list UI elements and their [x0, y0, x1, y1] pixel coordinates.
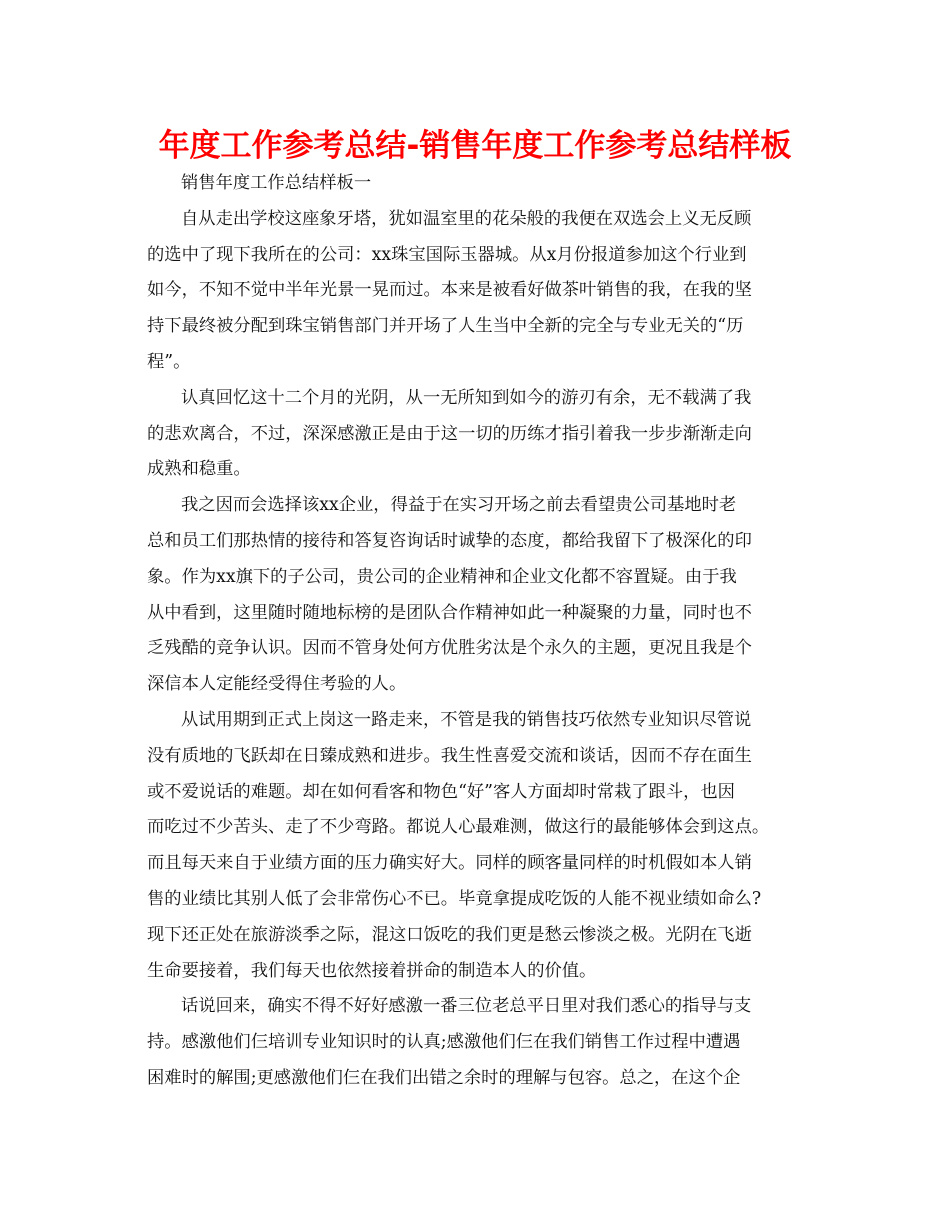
text-line: 深信本人定能经受得住考验的人。 [147, 674, 407, 695]
text-line: 困难时的解围;更感激他们仨在我们出错之余时的理解与包容。总之，在这个企 [147, 1067, 741, 1088]
text-line: 话说回来，确实不得不好好感激一番三位老总平日里对我们悉心的指导与支 [181, 996, 752, 1017]
text-line: 的悲欢离合，不过，深深感激正是由于这一切的历练才指引着我一步步渐渐走向 [147, 423, 752, 444]
text-line: 从中看到，这里随时随地标榜的是团队合作精神如此一种凝聚的力量，同时也不 [147, 602, 752, 623]
text-line: 象。作为xx旗下的子公司，贵公司的企业精神和企业文化都不容置疑。由于我 [147, 566, 737, 587]
text-line: 没有质地的飞跃却在日臻成熟和进步。我生性喜爱交流和谈话，因而不存在面生 [147, 745, 752, 766]
text-line: 认真回忆这十二个月的光阴，从一无所知到如今的游刃有余，无不载满了我 [181, 387, 752, 408]
text-line: 的选中了现下我所在的公司：xx珠宝国际玉器城。从x月份报道参加这个行业到 [147, 244, 747, 265]
text-line: 程”。 [147, 351, 191, 372]
text-line: 持。感激他们仨培训专业知识时的认真;感激他们仨在我们销售工作过程中遭遇 [147, 1032, 741, 1053]
text-line: 自从走出学校这座象牙塔，犹如温室里的花朵般的我便在双选会上义无反顾 [181, 208, 752, 229]
text-line: 成熟和稳重。 [147, 459, 251, 480]
text-line: 乏残酷的竞争认识。因而不管身处何方优胜劣汰是个永久的主题，更况且我是个 [147, 638, 752, 659]
text-line: 售的业绩比其别人低了会非常伤心不已。毕竟拿提成吃饭的人能不视业绩如命么? [147, 888, 762, 909]
text-line: 而且每天来自于业绩方面的压力确实好大。同样的顾客量同样的时机假如本人销 [147, 853, 752, 874]
text-line: 而吃过不少苦头、走了不少弯路。都说人心最难测，做这行的最能够体会到这点。 [147, 817, 770, 838]
text-line: 持下最终被分配到珠宝销售部门并开场了人生当中全新的完全与专业无关的“历 [147, 316, 744, 337]
document-body [147, 166, 807, 1097]
text-line: 现下还正处在旅游淡季之际，混这口饭吃的我们更是愁云惨淡之极。光阴在飞逝 [147, 924, 752, 945]
text-line: 从试用期到正式上岗这一路走来，不管是我的销售技巧依然专业知识尽管说 [181, 709, 752, 730]
text-line: 销售年度工作总结样板一 [181, 173, 372, 193]
text-line: 或不爱说话的难题。却在如何看客和物色“好”客人方面却时常栽了跟斗，也因 [147, 781, 735, 802]
document-title: 年度工作参考总结-销售年度工作参考总结样板 [158, 128, 792, 164]
text-line: 生命要接着，我们每天也依然接着拼命的制造本人的价值。 [147, 960, 597, 981]
text-line: 总和员工们那热情的接待和答复咨询话时诚挚的态度，都给我留下了极深化的印 [147, 530, 752, 551]
text-line: 我之因而会选择该xx企业，得益于在实习开场之前去看望贵公司基地时老 [181, 495, 737, 516]
text-line: 如今，不知不觉中半年光景一晃而过。本来是被看好做茶叶销售的我，在我的坚 [147, 280, 752, 301]
